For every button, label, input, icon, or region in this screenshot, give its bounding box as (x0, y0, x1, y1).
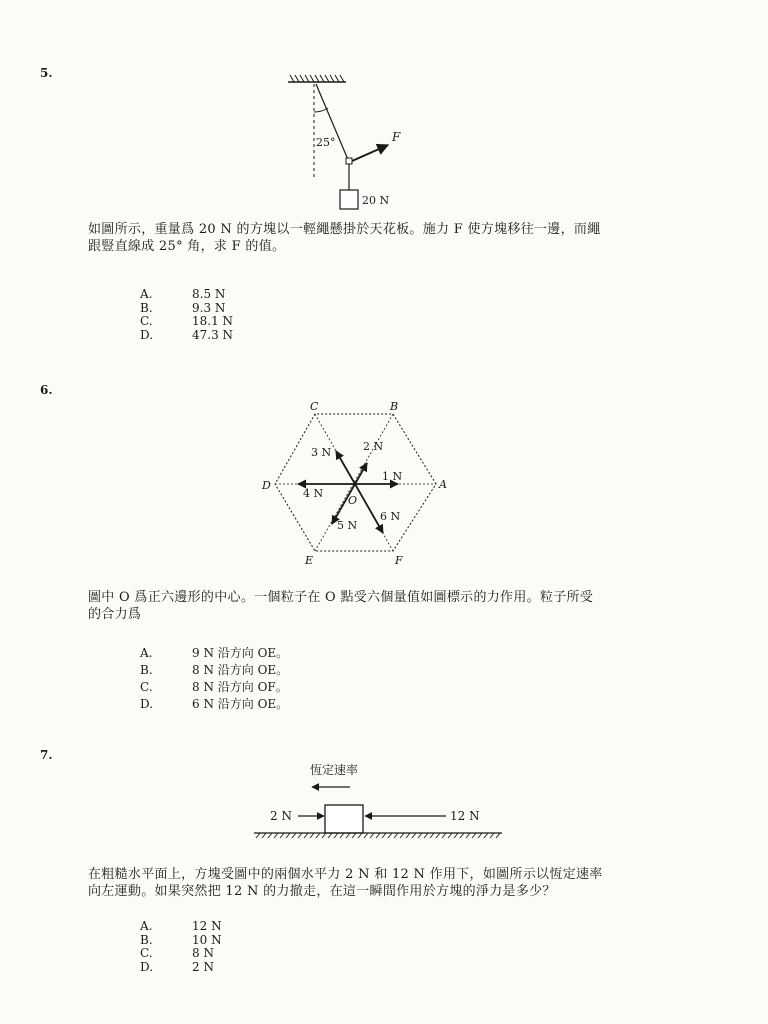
question-5-stem-line-2: 跟豎直線成 25° 角，求 F 的值。 (88, 239, 286, 254)
velocity-label: 恆定速率 (310, 763, 359, 777)
force-f-label: F (392, 130, 401, 144)
force-3n-label: 3 N (311, 446, 332, 459)
block (340, 190, 358, 209)
option-item[interactable]: A. 9 N 沿方向 OE。 (140, 646, 289, 660)
option-item[interactable]: D. 47.3 N (140, 327, 234, 342)
question-6-stem-line-2: 的合力爲 (88, 607, 142, 622)
vertex-d-label: D (262, 479, 271, 492)
option-item[interactable]: B. 9.3 N (140, 300, 226, 315)
question-6-options (140, 645, 288, 713)
string (316, 84, 349, 162)
ground-hatching (256, 833, 500, 838)
center-o-label: O (348, 494, 358, 507)
question-6-number: 6. (40, 383, 53, 397)
question-6-stem (88, 589, 688, 623)
vertex-e-label: E (305, 554, 314, 567)
option-item[interactable]: A. 12 N (140, 919, 222, 933)
force-6n-label: 6 N (380, 510, 401, 523)
option-item[interactable]: C. 18.1 N (140, 314, 234, 328)
right-force-label: 12 N (450, 809, 480, 823)
question-7-stem (88, 866, 688, 900)
force-2n-label: 2 N (363, 440, 384, 453)
block (325, 805, 363, 833)
weight-label: 20 N (362, 194, 390, 207)
force-5n-label: 5 N (337, 519, 358, 532)
vertex-c-label: C (310, 400, 319, 413)
force-f-arrow (352, 145, 388, 161)
question-5-stem (88, 221, 688, 255)
option-item[interactable]: C. 8 N 沿方向 OF。 (140, 680, 288, 694)
question-6-stem-line-1: 圖中 O 爲正六邊形的中心。一個粒子在 O 點受六個量值如圖標示的力作用。粒子所受 (88, 590, 594, 605)
option-item[interactable]: C. 8 N (140, 946, 214, 960)
vertex-a-label: A (439, 478, 447, 491)
question-7-number: 7. (40, 748, 53, 762)
option-item[interactable]: D. 6 N 沿方向 OE。 (140, 697, 289, 711)
option-item[interactable]: D. 2 N (140, 959, 214, 974)
knot (346, 158, 352, 164)
option-item[interactable]: B. 8 N 沿方向 OE。 (140, 663, 289, 677)
vertex-f-label: F (395, 554, 403, 567)
angle-label: 25° (316, 136, 336, 149)
question-5-figure (270, 70, 430, 220)
question-5-number: 5. (40, 66, 53, 80)
force-1n-label: 1 N (382, 470, 403, 483)
question-7-stem-line-2: 向左運動。如果突然把 12 N 的力撤走，在這一瞬間作用於方塊的淨力是多少？ (88, 884, 556, 899)
force-4n-label: 4 N (303, 487, 324, 500)
ceiling (288, 75, 346, 82)
force-2n-arrow (355, 463, 367, 484)
question-7-figure (250, 760, 510, 850)
option-item[interactable]: B. 10 N (140, 932, 222, 947)
left-force-label: 2 N (270, 809, 292, 823)
vertex-b-label: B (390, 400, 399, 413)
force-3n-arrow (336, 451, 355, 484)
option-item[interactable]: A. 8.5 N (140, 287, 226, 301)
question-5-stem-line-1: 如圖所示，重量爲 20 N 的方塊以一輕繩懸掛於天花板。施力 F 使方塊移往一邊，而繩 (88, 222, 601, 237)
force-6n-arrow (355, 484, 383, 533)
question-7-options (140, 920, 222, 974)
question-5-options (140, 288, 233, 342)
question-7-stem-line-1: 在粗糙水平面上，方塊受圖中的兩個水平力 2 N 和 12 N 作用下，如圖所示以恆定速率 (88, 867, 603, 882)
question-6-figure (250, 396, 460, 571)
